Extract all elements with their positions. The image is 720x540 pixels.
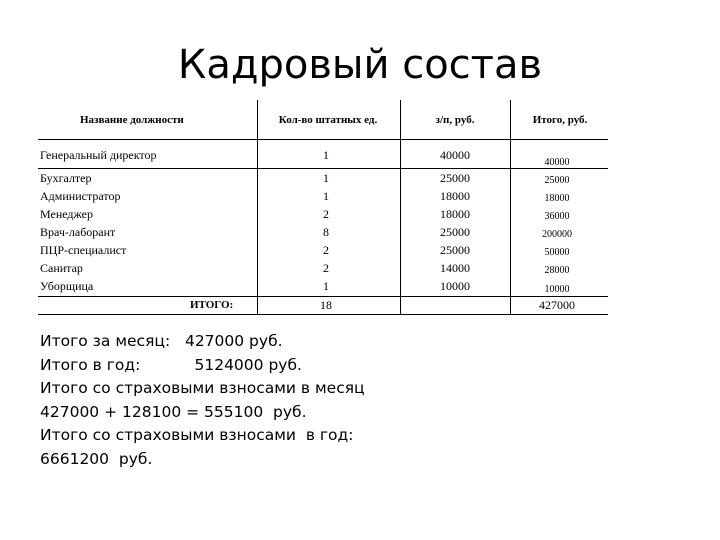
row-salary: 25000 bbox=[440, 171, 470, 185]
row-position: Бухгалтер bbox=[40, 171, 92, 185]
row-salary: 18000 bbox=[440, 189, 470, 203]
row-salary: 10000 bbox=[440, 279, 470, 293]
summary-year: Итого в год: 5124000 руб. bbox=[40, 355, 302, 374]
summary-month-insurance-label: Итого со страховыми взносами в месяц bbox=[40, 379, 365, 397]
summary-year-insurance-label: Итого со страховыми взносами в год: bbox=[40, 426, 354, 444]
row-count: 2 bbox=[323, 261, 329, 275]
column-rule bbox=[257, 100, 258, 315]
summary-block bbox=[40, 330, 365, 471]
row-position: Администратор bbox=[40, 189, 121, 203]
header-salary: з/п, руб. bbox=[435, 114, 475, 126]
row-total: 50000 bbox=[544, 247, 570, 258]
row-salary: 40000 bbox=[440, 148, 470, 162]
row-count: 2 bbox=[323, 243, 329, 257]
column-rule bbox=[510, 100, 511, 315]
row-total: 25000 bbox=[544, 175, 570, 186]
row-position: Уборщица bbox=[40, 279, 94, 293]
row-total: 200000 bbox=[542, 229, 572, 240]
row-salary: 25000 bbox=[440, 243, 470, 257]
row-count: 1 bbox=[323, 279, 329, 293]
header-total: Итого, руб. bbox=[532, 114, 588, 126]
header-rule bbox=[38, 139, 608, 140]
row-count: 1 bbox=[323, 171, 329, 185]
row-count: 1 bbox=[323, 189, 329, 203]
row-total: 28000 bbox=[544, 265, 570, 276]
row-count: 2 bbox=[323, 207, 329, 221]
summary-month: Итого за месяц: 427000 руб. bbox=[40, 332, 283, 350]
row-total: 40000 bbox=[544, 157, 570, 168]
row-position: Санитар bbox=[40, 261, 83, 275]
row-position: ПЦР-специалист bbox=[40, 243, 127, 257]
total-sum: 427000 bbox=[539, 298, 575, 312]
row-position: Врач-лаборант bbox=[40, 225, 116, 239]
page-title: Кадровый состав bbox=[177, 42, 543, 88]
total-count: 18 bbox=[320, 298, 332, 312]
row-total: 18000 bbox=[544, 193, 570, 204]
row-salary: 14000 bbox=[440, 261, 470, 275]
row-total: 10000 bbox=[544, 284, 570, 295]
total-label: ИТОГО: bbox=[190, 299, 234, 311]
row-count: 8 bbox=[323, 225, 329, 239]
bottom-rule bbox=[38, 314, 608, 315]
header-count: Кол-во штатных ед. bbox=[278, 114, 378, 126]
row-salary: 25000 bbox=[440, 225, 470, 239]
header-position: Название должности bbox=[80, 114, 184, 126]
row-count: 1 bbox=[323, 148, 329, 162]
summary-year-insurance-value: 6661200 руб. bbox=[40, 449, 153, 468]
summary-month-insurance-calc: 427000 + 128100 = 555100 руб. bbox=[40, 402, 307, 421]
row-rule bbox=[38, 168, 608, 169]
row-position: Генеральный директор bbox=[40, 148, 157, 162]
row-salary: 18000 bbox=[440, 207, 470, 221]
row-rule bbox=[38, 296, 608, 297]
row-position: Менеджер bbox=[40, 207, 93, 221]
column-rule bbox=[400, 100, 401, 315]
row-total: 36000 bbox=[544, 211, 570, 222]
